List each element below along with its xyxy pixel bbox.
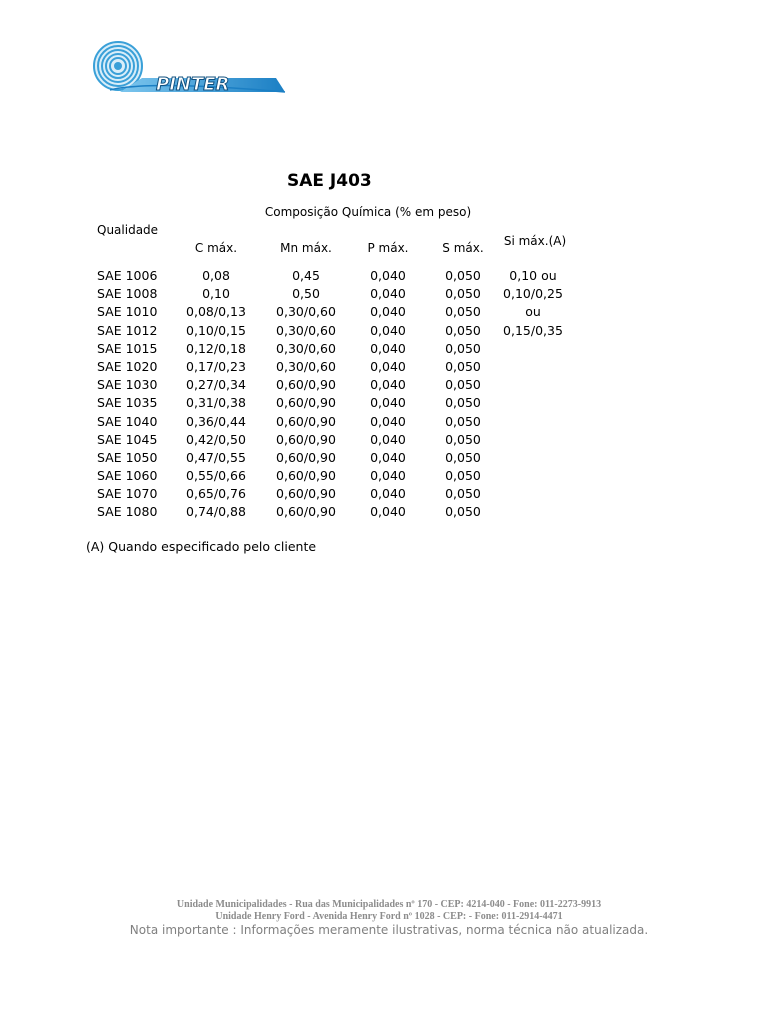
- footnote-a: (A) Quando especificado pelo cliente: [86, 539, 317, 554]
- cell-grade: SAE 1040: [97, 413, 158, 429]
- table-row: [0, 449, 768, 467]
- table-row: [0, 303, 768, 321]
- cell-grade: SAE 1060: [97, 468, 158, 484]
- footer-address-municipalidades: Unidade Municipalidades - Rua das Municipalidades nº 170 - CEP: 4214-040 - Fone: 011-2273-9913: [176, 899, 602, 910]
- header-phosphorus: P máx.: [367, 241, 409, 255]
- cell-carbon: 0,36/0,44: [186, 413, 246, 429]
- table-row: [0, 394, 768, 412]
- cell-manganese: 0,60/0,90: [276, 468, 336, 484]
- cell-manganese: 0,60/0,90: [276, 449, 336, 465]
- cell-grade: SAE 1030: [97, 377, 158, 393]
- cell-phosphorus: 0,040: [370, 449, 406, 465]
- cell-grade: SAE 1080: [97, 504, 158, 520]
- cell-carbon: 0,12/0,18: [186, 340, 246, 356]
- header-quality: Qualidade: [97, 223, 159, 237]
- cell-sulfur: 0,050: [445, 449, 481, 465]
- cell-phosphorus: 0,040: [370, 504, 406, 520]
- cell-sulfur: 0,050: [445, 486, 481, 502]
- cell-carbon: 0,08: [202, 268, 230, 283]
- cell-sulfur: 0,050: [445, 322, 481, 338]
- cell-carbon: 0,55/0,66: [186, 468, 246, 484]
- cell-phosphorus: 0,040: [370, 286, 406, 302]
- cell-grade: SAE 1050: [97, 449, 158, 465]
- table-row: [0, 485, 768, 503]
- cell-manganese: 0,30/0,60: [276, 322, 336, 338]
- footer-address-henry-ford: Unidade Henry Ford - Avenida Henry Ford nº 1028 - CEP: - Fone: 011-2914-4471: [215, 911, 563, 922]
- cell-sulfur: 0,050: [445, 340, 481, 356]
- document-title: SAE J403: [287, 171, 372, 191]
- cell-silicon: 0,10 ou: [509, 268, 557, 283]
- cell-phosphorus: 0,040: [370, 322, 406, 338]
- cell-phosphorus: 0,040: [370, 486, 406, 502]
- table-row: [0, 358, 768, 376]
- table-row: [0, 267, 768, 285]
- table-row: [0, 322, 768, 340]
- table-row: [0, 503, 768, 521]
- header-silicon: Si máx.(A): [503, 234, 567, 248]
- cell-silicon: ou: [525, 304, 541, 320]
- cell-sulfur: 0,050: [445, 304, 481, 320]
- cell-carbon: 0,10: [202, 286, 230, 302]
- cell-grade: SAE 1008: [97, 286, 158, 302]
- header-manganese: Mn máx.: [280, 241, 332, 255]
- cell-sulfur: 0,050: [445, 504, 481, 520]
- cell-phosphorus: 0,040: [370, 431, 406, 447]
- cell-grade: SAE 1012: [97, 322, 158, 338]
- header-carbon: C máx.: [194, 241, 238, 255]
- cell-carbon: 0,42/0,50: [186, 431, 246, 447]
- pinter-logo: [80, 40, 290, 96]
- cell-phosphorus: 0,040: [370, 304, 406, 320]
- cell-grade: SAE 1045: [97, 431, 158, 447]
- cell-carbon: 0,10/0,15: [186, 322, 246, 338]
- cell-phosphorus: 0,040: [370, 358, 406, 374]
- cell-manganese: 0,30/0,60: [276, 358, 336, 374]
- cell-manganese: 0,45: [292, 268, 320, 283]
- table-row: [0, 467, 768, 485]
- document-subtitle: Composição Química (% em peso): [264, 205, 472, 219]
- cell-grade: SAE 1070: [97, 486, 158, 502]
- cell-silicon: 0,15/0,35: [503, 322, 563, 338]
- cell-manganese: 0,30/0,60: [276, 340, 336, 356]
- pinter-logo-graphic: [80, 40, 290, 96]
- cell-silicon: 0,10/0,25: [503, 286, 563, 302]
- cell-sulfur: 0,050: [445, 286, 481, 302]
- footer-disclaimer: Nota importante : Informações meramente ilustrativas, norma técnica não atualizada.: [129, 923, 649, 937]
- cell-manganese: 0,60/0,90: [276, 377, 336, 393]
- cell-carbon: 0,27/0,34: [186, 377, 246, 393]
- cell-sulfur: 0,050: [445, 395, 481, 411]
- cell-sulfur: 0,050: [445, 413, 481, 429]
- table-row: [0, 413, 768, 431]
- cell-sulfur: 0,050: [445, 468, 481, 484]
- cell-manganese: 0,60/0,90: [276, 431, 336, 447]
- cell-grade: SAE 1010: [97, 304, 158, 320]
- cell-carbon: 0,74/0,88: [186, 504, 246, 520]
- cell-manganese: 0,30/0,60: [276, 304, 336, 320]
- header-sulfur: S máx.: [442, 241, 484, 255]
- cell-manganese: 0,60/0,90: [276, 486, 336, 502]
- cell-sulfur: 0,050: [445, 358, 481, 374]
- cell-grade: SAE 1006: [97, 268, 158, 283]
- cell-carbon: 0,17/0,23: [186, 358, 246, 374]
- cell-carbon: 0,31/0,38: [186, 395, 246, 411]
- logo-text: PINTER: [156, 74, 230, 95]
- cell-grade: SAE 1020: [97, 358, 158, 374]
- table-row: [0, 340, 768, 358]
- cell-manganese: 0,50: [292, 286, 320, 302]
- cell-phosphorus: 0,040: [370, 377, 406, 393]
- cell-manganese: 0,60/0,90: [276, 395, 336, 411]
- cell-phosphorus: 0,040: [370, 340, 406, 356]
- cell-carbon: 0,08/0,13: [186, 304, 246, 320]
- cell-sulfur: 0,050: [445, 268, 481, 283]
- composition-table: [0, 267, 768, 522]
- table-row: [0, 431, 768, 449]
- cell-manganese: 0,60/0,90: [276, 504, 336, 520]
- table-row: [0, 285, 768, 303]
- cell-grade: SAE 1035: [97, 395, 158, 411]
- cell-phosphorus: 0,040: [370, 468, 406, 484]
- cell-carbon: 0,65/0,76: [186, 486, 246, 502]
- cell-grade: SAE 1015: [97, 340, 158, 356]
- table-row: [0, 376, 768, 394]
- cell-sulfur: 0,050: [445, 377, 481, 393]
- cell-phosphorus: 0,040: [370, 413, 406, 429]
- cell-manganese: 0,60/0,90: [276, 413, 336, 429]
- cell-carbon: 0,47/0,55: [186, 449, 246, 465]
- cell-phosphorus: 0,040: [370, 268, 406, 283]
- cell-sulfur: 0,050: [445, 431, 481, 447]
- cell-phosphorus: 0,040: [370, 395, 406, 411]
